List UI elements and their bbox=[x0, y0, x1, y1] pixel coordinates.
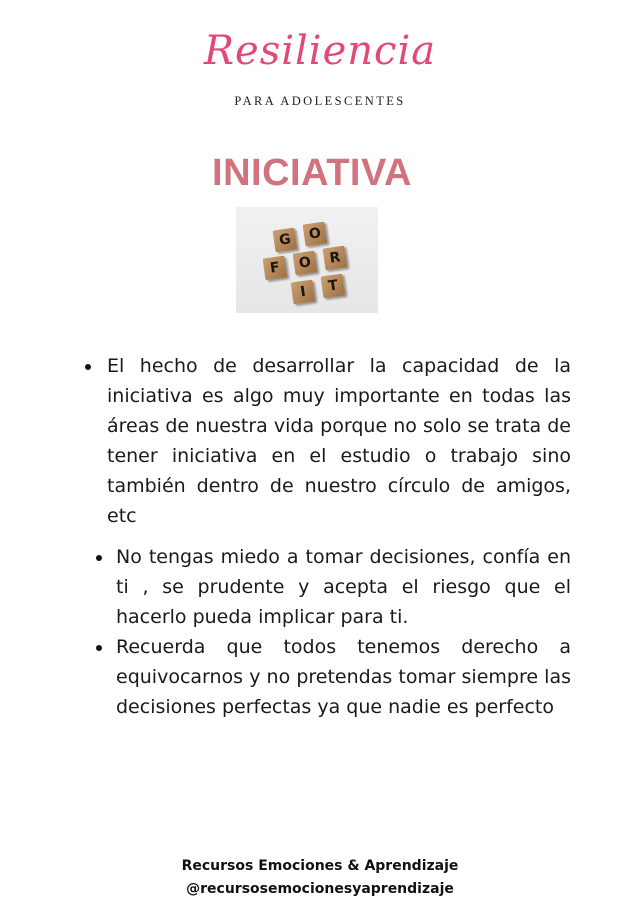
tile-i: I bbox=[291, 280, 316, 305]
tile-f: F bbox=[263, 256, 288, 281]
list-item: El hecho de desarrollar la capacidad de la iniciativa es algo muy importante en todas las áreas de nuestra vida porque no solo se trata de tener iniciativa en el estudio o trabajo sino también dentro de nuestro círculo de amigos, etc bbox=[107, 351, 571, 531]
list-item: No tengas miedo a tomar decisiones, confía en ti , se prudente y acepta el riesgo que el hacerlo pueda implicar para ti. bbox=[116, 542, 571, 632]
tile-t: T bbox=[321, 274, 346, 299]
tile-o2: O bbox=[293, 251, 318, 276]
bullet-list-primary bbox=[107, 351, 571, 531]
brand-logo: Resiliencia bbox=[203, 28, 437, 74]
tile-r: R bbox=[323, 246, 348, 271]
bullet-list-secondary bbox=[116, 542, 571, 722]
scrabble-tiles-image bbox=[236, 207, 378, 313]
tile-o: O bbox=[303, 222, 328, 247]
page-title: INICIATIVA bbox=[212, 152, 412, 194]
footer-line-1: Recursos Emociones & Aprendizaje bbox=[181, 858, 459, 874]
footer-line-2: @recursosemocionesyaprendizaje bbox=[186, 881, 454, 897]
brand-subtitle: PARA ADOLESCENTES bbox=[234, 94, 406, 108]
footer bbox=[0, 855, 640, 901]
tile-g: G bbox=[273, 228, 298, 253]
list-item: Recuerda que todos tenemos derecho a equivocarnos y no pretendas tomar siempre las decisiones perfectas ya que nadie es perfecto bbox=[116, 632, 571, 722]
